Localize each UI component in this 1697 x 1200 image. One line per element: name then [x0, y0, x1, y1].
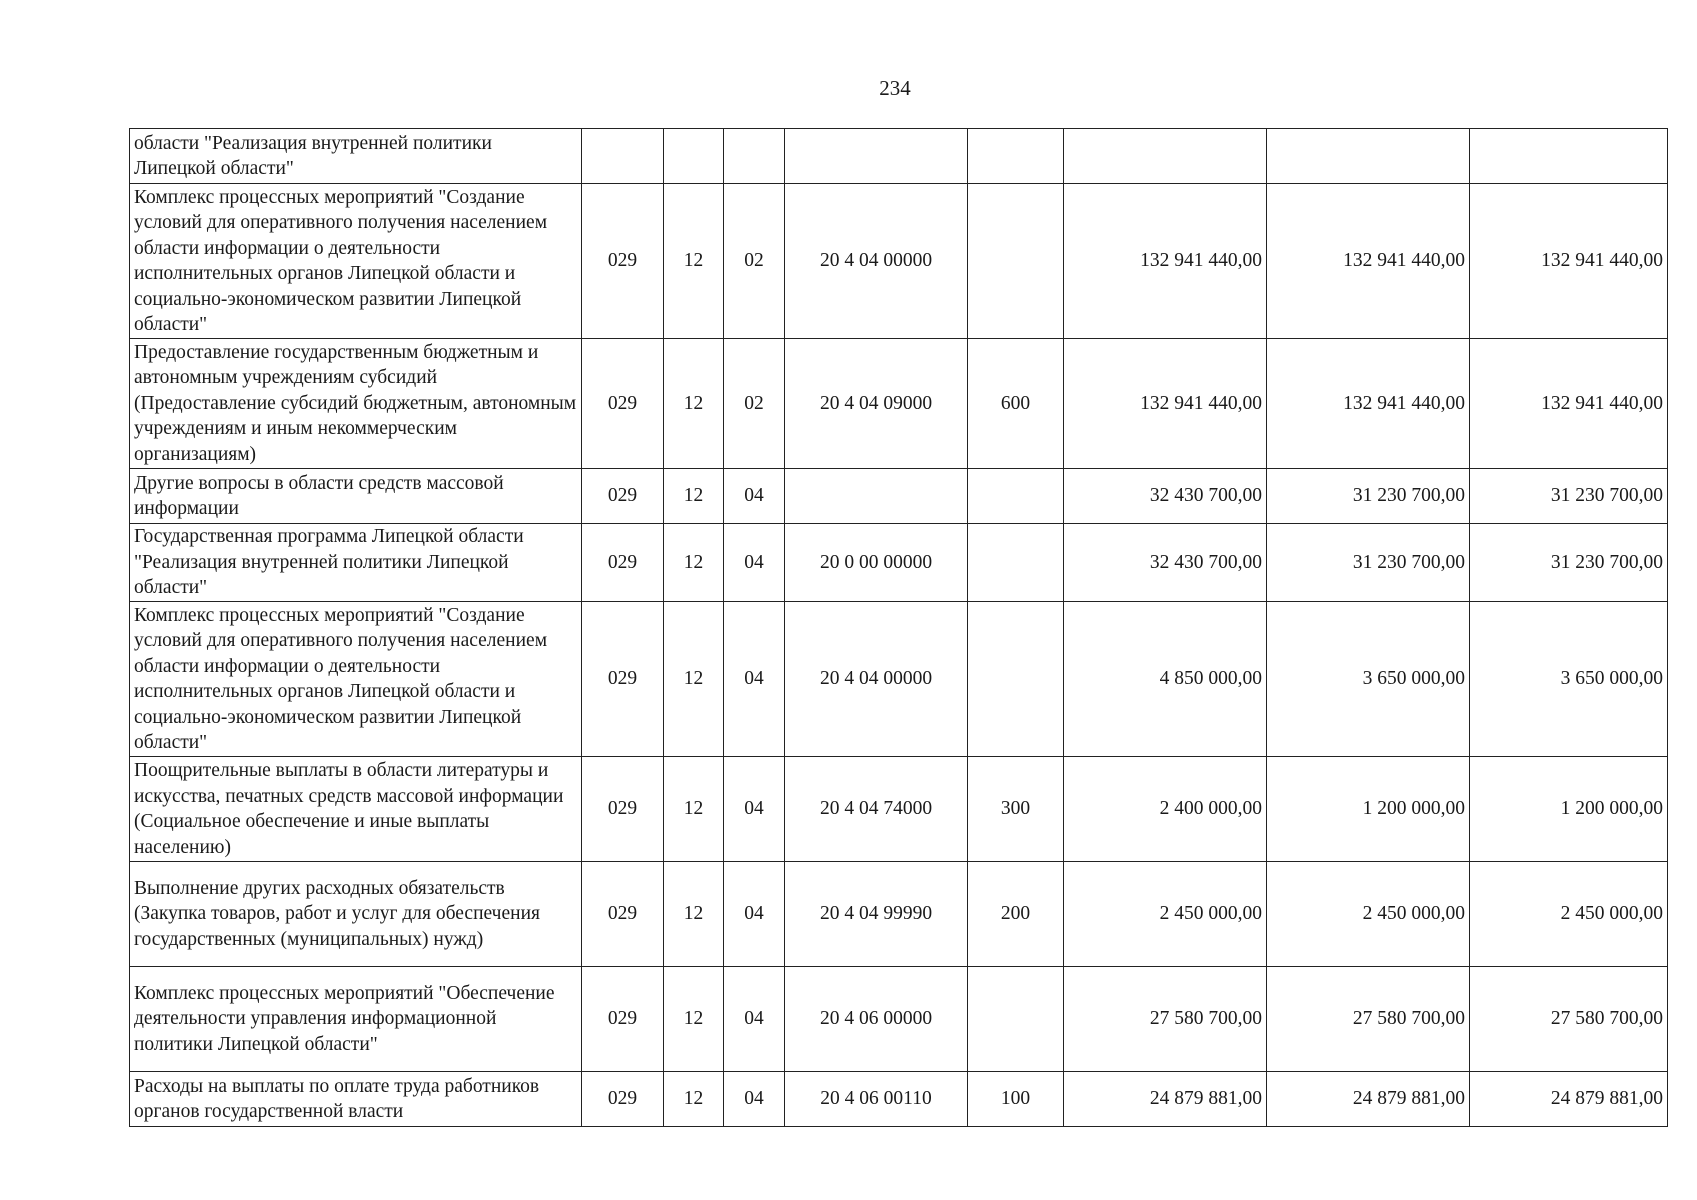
amount-year-1: 132 941 440,00 — [1064, 184, 1267, 339]
pr-code: 04 — [724, 862, 785, 967]
csr-code: 20 4 04 00000 — [785, 184, 968, 339]
gr-code: 029 — [582, 757, 664, 862]
gr-code: 029 — [582, 967, 664, 1072]
amount-year-2: 1 200 000,00 — [1267, 757, 1470, 862]
gr-code: 029 — [582, 602, 664, 757]
table-row — [130, 129, 1668, 184]
gr-code — [582, 129, 664, 184]
csr-code: 20 4 04 74000 — [785, 757, 968, 862]
expense-name: Другие вопросы в области средств массовой информации — [130, 469, 582, 524]
table-row — [130, 469, 1668, 524]
pr-code: 02 — [724, 184, 785, 339]
table-row — [130, 862, 1668, 967]
pr-code: 04 — [724, 1072, 785, 1127]
amount-year-2: 27 580 700,00 — [1267, 967, 1470, 1072]
expense-name: Комплекс процессных мероприятий "Создание условий для оперативного получения населением области информации о деятельности исполнительных органов Липецкой области и социально-экономическом развитии Липецкой области" — [130, 184, 582, 339]
amount-year-1: 27 580 700,00 — [1064, 967, 1267, 1072]
pr-code: 04 — [724, 524, 785, 602]
amount-year-3: 27 580 700,00 — [1470, 967, 1668, 1072]
table-row — [130, 339, 1668, 469]
budget-table — [129, 128, 1668, 1127]
amount-year-3: 3 650 000,00 — [1470, 602, 1668, 757]
amount-year-3: 31 230 700,00 — [1470, 524, 1668, 602]
gr-code: 029 — [582, 1072, 664, 1127]
vr-code: 100 — [968, 1072, 1064, 1127]
page-number: 234 — [879, 76, 911, 100]
gr-code: 029 — [582, 184, 664, 339]
expense-name: Расходы на выплаты по оплате труда работников органов государственной власти — [130, 1072, 582, 1127]
rz-code: 12 — [664, 339, 724, 469]
vr-code — [968, 967, 1064, 1072]
vr-code — [968, 602, 1064, 757]
amount-year-3: 132 941 440,00 — [1470, 339, 1668, 469]
pr-code: 04 — [724, 757, 785, 862]
amount-year-2: 31 230 700,00 — [1267, 524, 1470, 602]
gr-code: 029 — [582, 339, 664, 469]
pr-code: 04 — [724, 967, 785, 1072]
amount-year-3: 31 230 700,00 — [1470, 469, 1668, 524]
gr-code: 029 — [582, 524, 664, 602]
expense-name: Поощрительные выплаты в области литературы и искусства, печатных средств массовой информации (Социальное обеспечение и иные выплаты населению) — [130, 757, 582, 862]
amount-year-2: 31 230 700,00 — [1267, 469, 1470, 524]
csr-code — [785, 469, 968, 524]
amount-year-2 — [1267, 129, 1470, 184]
amount-year-2: 132 941 440,00 — [1267, 184, 1470, 339]
amount-year-3: 2 450 000,00 — [1470, 862, 1668, 967]
amount-year-1: 2 450 000,00 — [1064, 862, 1267, 967]
expense-name: области "Реализация внутренней политики Липецкой области" — [130, 129, 582, 184]
pr-code — [724, 129, 785, 184]
vr-code: 300 — [968, 757, 1064, 862]
table-row — [130, 1072, 1668, 1127]
csr-code: 20 0 00 00000 — [785, 524, 968, 602]
pr-code: 04 — [724, 469, 785, 524]
rz-code — [664, 129, 724, 184]
expense-name: Государственная программа Липецкой области "Реализация внутренней политики Липецкой области" — [130, 524, 582, 602]
amount-year-2: 132 941 440,00 — [1267, 339, 1470, 469]
amount-year-1: 24 879 881,00 — [1064, 1072, 1267, 1127]
table-row — [130, 184, 1668, 339]
csr-code — [785, 129, 968, 184]
pr-code: 04 — [724, 602, 785, 757]
csr-code: 20 4 06 00000 — [785, 967, 968, 1072]
csr-code: 20 4 06 00110 — [785, 1072, 968, 1127]
vr-code — [968, 129, 1064, 184]
vr-code — [968, 524, 1064, 602]
gr-code: 029 — [582, 862, 664, 967]
vr-code — [968, 184, 1064, 339]
amount-year-1: 32 430 700,00 — [1064, 469, 1267, 524]
vr-code: 200 — [968, 862, 1064, 967]
expense-name: Предоставление государственным бюджетным и автономным учреждениям субсидий (Предоставление субсидий бюджетным, автономным учреждениям и иным некоммерческим организациям) — [130, 339, 582, 469]
expense-name: Выполнение других расходных обязательств (Закупка товаров, работ и услуг для обеспечения государственных (муниципальных) нужд) — [130, 862, 582, 967]
table-row — [130, 602, 1668, 757]
amount-year-3: 24 879 881,00 — [1470, 1072, 1668, 1127]
csr-code: 20 4 04 00000 — [785, 602, 968, 757]
amount-year-1 — [1064, 129, 1267, 184]
rz-code: 12 — [664, 184, 724, 339]
table-row — [130, 524, 1668, 602]
amount-year-2: 2 450 000,00 — [1267, 862, 1470, 967]
rz-code: 12 — [664, 602, 724, 757]
csr-code: 20 4 04 09000 — [785, 339, 968, 469]
vr-code — [968, 469, 1064, 524]
amount-year-2: 24 879 881,00 — [1267, 1072, 1470, 1127]
amount-year-1: 2 400 000,00 — [1064, 757, 1267, 862]
vr-code: 600 — [968, 339, 1064, 469]
rz-code: 12 — [664, 1072, 724, 1127]
amount-year-3: 1 200 000,00 — [1470, 757, 1668, 862]
rz-code: 12 — [664, 524, 724, 602]
expense-name: Комплекс процессных мероприятий "Создание условий для оперативного получения населением области информации о деятельности исполнительных органов Липецкой области и социально-экономическом развитии Липецкой области" — [130, 602, 582, 757]
gr-code: 029 — [582, 469, 664, 524]
amount-year-2: 3 650 000,00 — [1267, 602, 1470, 757]
expense-name: Комплекс процессных мероприятий "Обеспечение деятельности управления информационной политики Липецкой области" — [130, 967, 582, 1072]
amount-year-1: 4 850 000,00 — [1064, 602, 1267, 757]
amount-year-3: 132 941 440,00 — [1470, 184, 1668, 339]
amount-year-1: 32 430 700,00 — [1064, 524, 1267, 602]
rz-code: 12 — [664, 967, 724, 1072]
amount-year-1: 132 941 440,00 — [1064, 339, 1267, 469]
csr-code: 20 4 04 99990 — [785, 862, 968, 967]
rz-code: 12 — [664, 469, 724, 524]
pr-code: 02 — [724, 339, 785, 469]
table-row — [130, 967, 1668, 1072]
rz-code: 12 — [664, 757, 724, 862]
rz-code: 12 — [664, 862, 724, 967]
table-row — [130, 757, 1668, 862]
amount-year-3 — [1470, 129, 1668, 184]
